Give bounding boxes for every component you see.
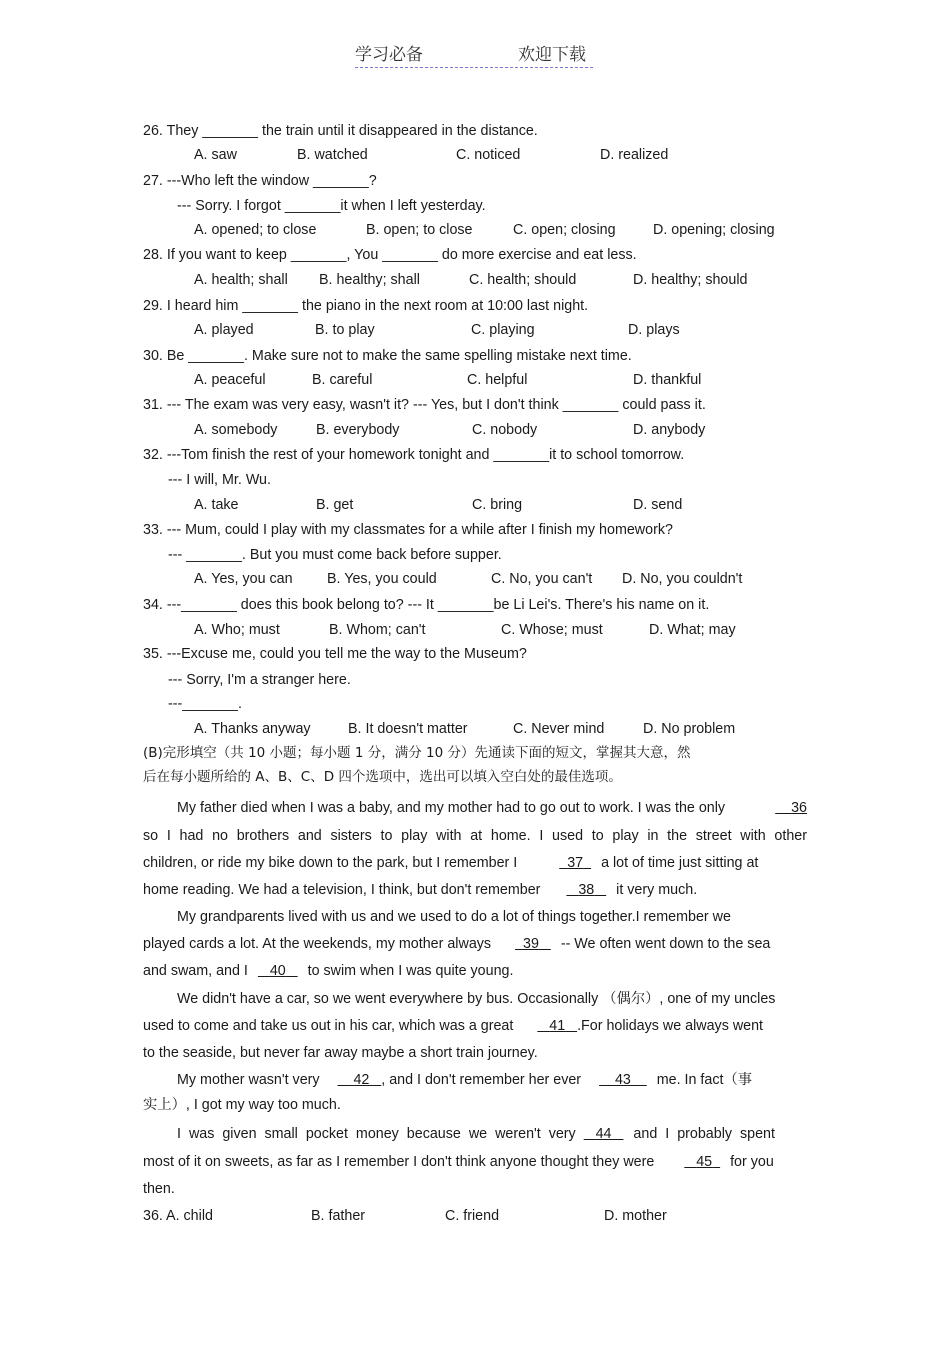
option-b: B. watched — [297, 147, 368, 163]
question-stem-line: --- I will, Mr. Wu. — [168, 472, 271, 488]
option-d: D. No, you couldn't — [622, 571, 743, 587]
blank-41 — [537, 1018, 577, 1034]
option-d: D. realized — [600, 147, 669, 163]
passage-text: me. In fact（事 — [656, 1072, 753, 1088]
option-c: C. Never mind — [513, 721, 605, 737]
question-stem: 30. Be _______. Make sure not to make the same spelling mistake next time. — [143, 348, 632, 364]
option-a: A. played — [194, 322, 254, 338]
option-d: D. anybody — [633, 422, 706, 438]
question-stem: 33. --- Mum, could I play with my classmates for a while after I finish my homework? — [143, 522, 673, 538]
passage-text: children, or ride my bike down to the park, but I remember I — [143, 855, 518, 871]
blank-number: 36 — [791, 800, 807, 816]
option-a: A. somebody — [194, 422, 278, 438]
option-b: B. open; to close — [366, 222, 473, 238]
option-d: D. mother — [604, 1208, 667, 1224]
option-d: D. plays — [628, 322, 680, 338]
option-a: A. peaceful — [194, 372, 266, 388]
option-b: B. get — [316, 497, 354, 513]
option-b: B. Whom; can't — [329, 622, 426, 638]
option-c: C. open; closing — [513, 222, 616, 238]
passage-text: .For holidays we always went — [577, 1018, 764, 1034]
header-right-text: 欢迎下载 — [518, 45, 586, 65]
blank-number: 38 — [578, 882, 595, 898]
option-c: C. Whose; must — [501, 622, 603, 638]
passage-line — [143, 1071, 807, 1089]
blank-number: 42 — [353, 1072, 370, 1088]
passage-text: , and I don't remember her ever — [381, 1072, 582, 1088]
passage-text: -- We often went down to the sea — [560, 936, 771, 952]
passage-line — [143, 854, 807, 872]
passage-line: to the seaside, but never far away maybe a short train journey. — [143, 1045, 538, 1061]
option-a: 36. A. child — [143, 1208, 213, 1224]
question-stem: 34. ---_______ does this book belong to? --- It _______be Li Lei's. There's his name on it. — [143, 597, 710, 613]
blank-number: 44 — [595, 1126, 612, 1142]
option-b: B. father — [311, 1208, 366, 1224]
passage-text: used to come and take us out in his car, which was a great — [143, 1018, 514, 1034]
blank-42 — [338, 1072, 382, 1088]
option-a: A. Thanks anyway — [194, 721, 311, 737]
passage-text: I was given small pocket money because we weren't very — [177, 1126, 576, 1142]
passage-text: home reading. We had a television, I think, but don't remember — [143, 882, 541, 898]
option-a: A. Who; must — [194, 622, 280, 638]
option-d: D. thankful — [633, 372, 702, 388]
passage-text: a lot of time just sitting at — [601, 855, 759, 871]
blank-number: 39 — [523, 936, 539, 952]
blank-38 — [566, 882, 606, 898]
option-c: C. friend — [445, 1208, 500, 1224]
section-b-instruction: (B)完形填空（共 10 小题；每小题 1 分，满分 10 分）先通读下面的短文，掌握其大意，然 — [143, 745, 691, 761]
option-b: B. to play — [315, 322, 375, 338]
passage-text: My grandparents lived with us and we used to do a lot of things together.I remember we — [177, 909, 731, 925]
passage-line — [143, 1017, 807, 1035]
question-stem: 35. ---Excuse me, could you tell me the way to the Museum? — [143, 646, 527, 662]
option-b: B. careful — [312, 372, 373, 388]
passage-text: and swam, and I — [143, 963, 248, 979]
passage-text: My mother wasn't very — [177, 1072, 320, 1088]
blank-number: 41 — [549, 1018, 566, 1034]
passage-line: so I had no brothers and sisters to play with at home. I used to play in the street with other — [143, 828, 807, 844]
question-stem: 28. If you want to keep _______, You _______ do more exercise and eat less. — [143, 247, 637, 263]
blank-number: 43 — [614, 1072, 631, 1088]
option-c: C. No, you can't — [491, 571, 593, 587]
section-b-instruction-line2: 后在每小题所给的 A、B、C、D 四个选项中，选出可以填入空白处的最佳选项。 — [143, 769, 622, 785]
option-b: B. everybody — [316, 422, 400, 438]
blank-37 — [559, 855, 591, 871]
option-c: C. bring — [472, 497, 523, 513]
passage-line: then. — [143, 1181, 175, 1197]
passage-line — [143, 962, 807, 980]
question-stem: 26. They _______ the train until it disappeared in the distance. — [143, 123, 538, 139]
blank-45 — [684, 1154, 720, 1170]
passage-text: most of it on sweets, as far as I remember I don't think anyone thought they were — [143, 1154, 655, 1170]
blank-39 — [515, 936, 551, 952]
blank-number: 37 — [567, 855, 584, 871]
header-left-text: 学习必备 — [355, 45, 423, 65]
option-c: C. health; should — [469, 272, 577, 288]
option-d: D. send — [633, 497, 683, 513]
question-stem-line: --- Sorry. I forgot _______it when I left yesterday. — [177, 198, 486, 214]
blank-number: 45 — [696, 1154, 713, 1170]
question-stem: 29. I heard him _______ the piano in the next room at 10:00 last night. — [143, 298, 589, 314]
passage-line — [143, 881, 807, 899]
question-stem: 32. ---Tom finish the rest of your homework tonight and _______it to school tomorrow. — [143, 447, 685, 463]
blank-number: 40 — [269, 963, 286, 979]
passage-line — [143, 935, 807, 953]
passage-line — [143, 799, 807, 817]
option-a: A. saw — [194, 147, 237, 163]
blank-43 — [599, 1072, 647, 1088]
passage-line — [143, 1153, 807, 1171]
option-d: D. opening; closing — [653, 222, 775, 238]
passage-line — [143, 990, 807, 1008]
passage-line — [143, 908, 807, 926]
option-a: A. health; shall — [194, 272, 288, 288]
passage-text: for you — [730, 1154, 774, 1170]
page-header — [355, 40, 593, 68]
blank-40 — [258, 963, 298, 979]
option-a: A. opened; to close — [194, 222, 317, 238]
option-b: B. healthy; shall — [319, 272, 420, 288]
blank-44 — [584, 1126, 624, 1142]
passage-text: and I probably spent — [633, 1126, 775, 1142]
passage-text: it very much. — [616, 882, 698, 898]
option-c: C. nobody — [472, 422, 538, 438]
passage-line — [143, 1125, 807, 1143]
option-d: D. healthy; should — [633, 272, 748, 288]
option-b: B. It doesn't matter — [348, 721, 468, 737]
option-d: D. No problem — [643, 721, 736, 737]
question-stem: 31. --- The exam was very easy, wasn't it? --- Yes, but I don't think _______ could pass it. — [143, 397, 706, 413]
passage-line: 实上）, I got my way too much. — [143, 1097, 341, 1113]
option-c: C. playing — [471, 322, 535, 338]
passage-text: played cards a lot. At the weekends, my mother always — [143, 936, 492, 952]
blank-36 — [775, 799, 807, 817]
question-stem-line: ---_______. — [168, 696, 242, 712]
passage-text: to swim when I was quite young. — [307, 963, 514, 979]
question-stem-line: --- _______. But you must come back before supper. — [168, 547, 502, 563]
option-a: A. Yes, you can — [194, 571, 293, 587]
option-d: D. What; may — [649, 622, 736, 638]
passage-text: We didn't have a car, so we went everywhere by bus. Occasionally （偶尔）, one of my uncles — [177, 991, 776, 1007]
question-stem: 27. ---Who left the window _______? — [143, 173, 377, 189]
option-c: C. helpful — [467, 372, 528, 388]
question-stem-line: --- Sorry, I'm a stranger here. — [168, 672, 351, 688]
option-c: C. noticed — [456, 147, 521, 163]
passage-text: My father died when I was a baby, and my mother had to go out to work. I was the only — [177, 800, 726, 816]
option-a: A. take — [194, 497, 239, 513]
option-b: B. Yes, you could — [327, 571, 437, 587]
